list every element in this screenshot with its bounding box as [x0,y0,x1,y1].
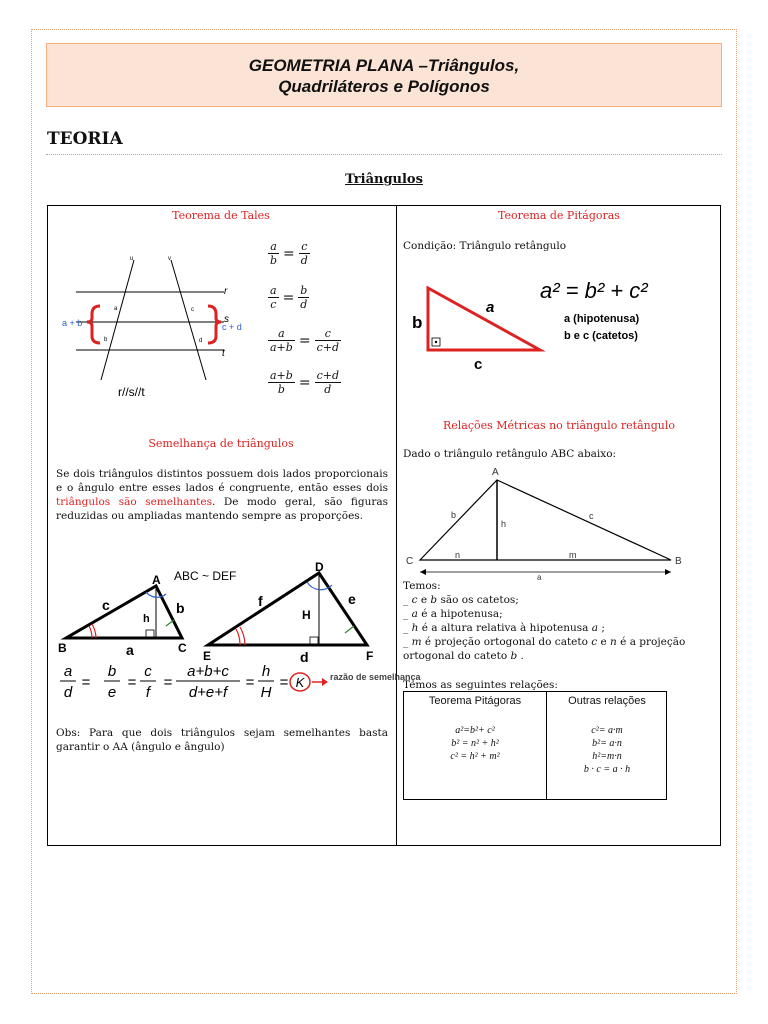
cathetus-c-label: c [474,356,483,373]
segment-a-label: a [114,306,118,312]
vertex-C: C [178,641,187,655]
svg-text:d+e+f: d+e+f [188,684,228,701]
projection-m-label: m [569,550,577,560]
pitagoras-condition: Condição: Triângulo retângulo [403,240,567,252]
relations-table [403,691,667,800]
para-text: . De modo geral, são figuras reduzidas ou ampliadas mantendo sempre as proporções. [56,496,388,522]
svg-text:=: = [279,674,289,691]
parallel-caption: r//s//t [118,385,145,399]
frac-num: c+d [316,369,339,382]
triangle-def [208,573,367,645]
hypotenuse-a-label: a [486,299,495,316]
svg-text:=: = [163,674,173,691]
cathetus-b-label: b [412,313,423,332]
triangle-abc-metric [420,480,671,560]
svg-text:c: c [144,663,152,680]
left-brace-icon [87,306,100,343]
vertex-B-metric: B [675,556,682,567]
line-s-label: s [224,314,229,325]
line-t-label: t [222,348,225,359]
svg-text:=: = [245,674,255,691]
column-divider [396,205,397,846]
document-header [46,43,722,107]
tales-diagram [56,250,246,405]
side-b-metric: b [451,510,457,520]
similarity-statement: ABC ~ DEF [174,569,237,583]
projection-n-label: n [455,550,461,560]
ratio-K: K [295,675,305,690]
vertex-E: E [203,649,212,663]
para-highlight: triângulos são semelhantes [56,496,212,508]
svg-text:=: = [127,674,137,691]
tales-fraction-4: $\frac{a+b}{b}$ = $\frac{c+d}{d}$ [270,369,339,396]
definition-item: _ h é a altura relativa à hipotenusa a ; [403,622,605,634]
frac-den: d [324,383,332,396]
section-title: TEORIA [47,129,123,149]
relations-intro: Temos as seguintes relações: [403,679,558,691]
line-r-label: r [224,286,228,297]
metric-relations-diagram [403,462,693,580]
height-H-label: H [302,608,311,622]
vertex-D: D [315,560,324,574]
relation: h²=m·n [592,751,622,762]
svg-text:H: H [260,684,272,701]
relation: c²= a·m [591,725,623,736]
other-relations [547,724,667,776]
table-header-outras: Outras relações [568,695,646,707]
c-plus-d-label: c + d [222,322,242,332]
svg-text:e: e [107,684,117,701]
frac-den: c [270,298,277,311]
frac-num: a+b [270,369,293,382]
side-c-metric: c [589,511,594,521]
frac-num: a [270,284,277,297]
header-line-1: GEOMETRIA PLANA –Triângulos, [248,56,520,75]
section-divider [46,154,722,155]
svg-text:a+b+c: a+b+c [187,663,229,680]
catheti-legend: b e c (catetos) [564,330,638,342]
frac-num: c [299,240,310,254]
vertex-B: B [58,641,67,655]
pitagoras-formula: a² = b² + c² [540,278,648,303]
segment-c-label: c [191,307,194,313]
height-h-metric: h [501,519,507,529]
relation: c² = h² + m² [450,751,500,762]
pitagoras-diagram [404,268,704,376]
line-u-label: u [130,256,134,262]
vertex-F: F [366,649,374,663]
a-plus-b-label: a + b [62,318,83,328]
ratio-label: razão de semelhança [330,672,421,682]
vertex-A-metric: A [492,467,499,478]
semelhanca-heading: Semelhança de triângulos [148,437,294,450]
definition-item: _ a é a hipotenusa; [403,608,503,620]
frac-num: a [268,327,295,341]
frac-den: b [277,383,285,396]
temos-label: Temos: [403,580,441,592]
definitions-list [403,579,715,663]
relacoes-heading: Relações Métricas no triângulo retângulo [442,419,676,432]
side-f-label: f [258,593,263,609]
svg-text:h: h [261,663,271,680]
para-text: Se dois triângulos distintos possuem dois lados proporcionais e o ângulo entre esses lados é congruente, então esses dois [56,468,388,494]
side-e-label: e [348,591,356,607]
semelhanca-paragraph [56,467,388,523]
tales-fraction-1: $\frac{a}{b}$ = $\frac{c}{d}$ [270,240,308,267]
subtitle: Triângulos [345,172,423,187]
frac-den: c+d [316,341,339,354]
side-b-label: b [176,600,185,616]
definition-item: _ m é projeção ortogonal do cateto c e n é a projeção ortogonal do cateto b . [403,636,686,662]
right-brace-icon [208,306,221,343]
definition-item: _ c e b são os catetos; [403,594,519,606]
frac-den: a+b [270,341,293,354]
svg-text:d: d [63,684,73,701]
header-line-2: Quadriláteros e Polígonos [278,77,490,96]
svg-text:f: f [145,684,151,701]
side-c-label: c [102,597,110,613]
hypotenuse-a-metric: a [537,573,542,582]
relation: b · c = a · h [583,764,631,775]
frac-den: b [270,254,278,267]
tales-fraction-2: $\frac{a}{c}$ = $\frac{b}{d}$ [270,284,308,311]
relacoes-intro: Dado o triângulo retângulo ABC abaixo: [403,448,617,460]
tales-heading: Teorema de Tales [172,209,270,222]
segment-b-label: b [104,337,108,343]
svg-text:=: = [81,674,91,691]
frac-den: d [300,254,308,267]
table-header-pitagoras: Teorema Pitágoras [428,695,522,707]
frac-num: c [315,327,341,341]
vertex-A: A [152,573,161,587]
hypotenuse-legend: a (hipotenusa) [564,313,640,325]
right-triangle [428,288,540,350]
height-h-label: h [143,613,150,625]
frac-den: d [300,298,308,311]
similarity-ratio-formula [56,660,421,705]
frac-num: a [268,240,279,254]
vertex-C-metric: C [406,556,414,567]
side-a-label: a [126,642,134,658]
segment-d-label: d [199,338,203,344]
frac-num: b [300,284,308,297]
relation: b² = n² + h² [451,738,499,749]
relation: b²= a·n [592,738,622,749]
relation: a²=b²+ c² [455,725,495,736]
svg-text:b: b [107,663,117,680]
pitagoras-heading: Teorema de Pitágoras [498,209,620,222]
tales-fraction-3: $\frac{a}{a+b}$ = $\frac{c}{c+d}$ [270,327,339,354]
similarity-note: Obs: Para que dois triângulos sejam semelhantes basta garantir o AA (ângulo e ângulo) [56,727,388,753]
line-v-label: v [168,256,171,262]
side-d-label: d [300,649,309,665]
triangle-abc [66,586,182,638]
pitagoras-relations [404,724,546,763]
svg-text:a: a [63,663,73,680]
